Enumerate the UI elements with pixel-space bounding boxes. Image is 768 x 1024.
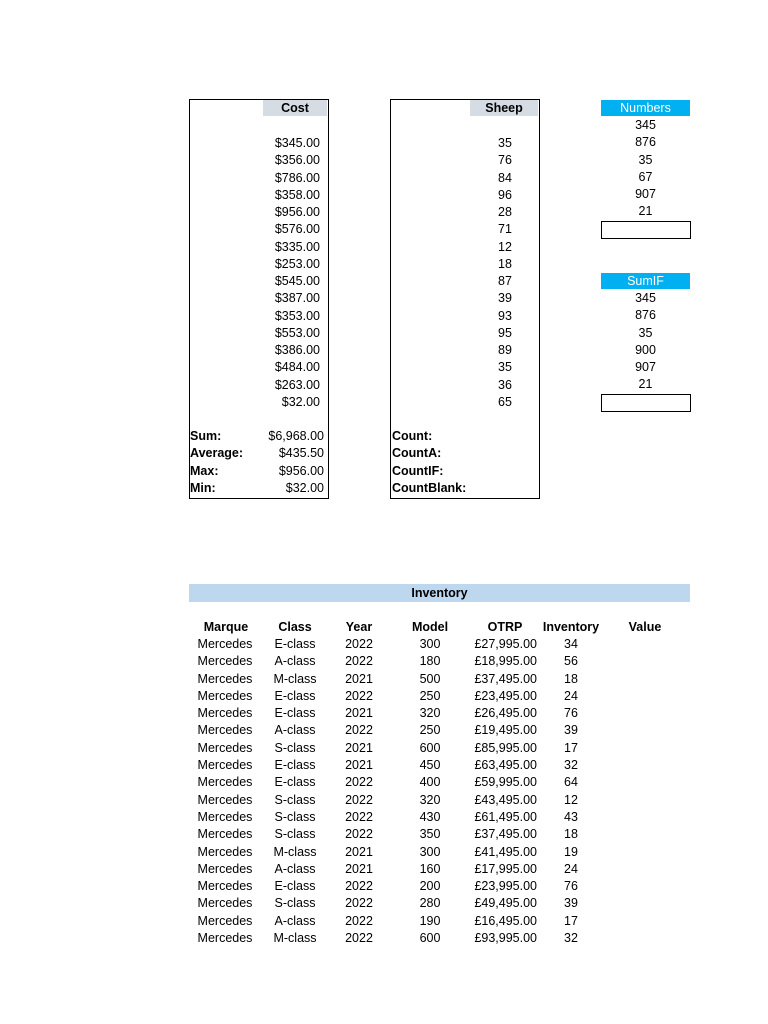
numbers-cell: 35 — [638, 152, 653, 167]
cost-values — [255, 135, 320, 411]
table-cell: 12 — [564, 792, 578, 807]
sumif-cell: 35 — [638, 325, 653, 340]
cost-cell: $484.00 — [274, 360, 320, 375]
table-cell: £37,495.00 — [474, 827, 537, 842]
table-cell: 43 — [564, 809, 578, 824]
table-cell: 17 — [564, 913, 578, 928]
table-cell: £85,995.00 — [474, 740, 537, 755]
sumif-cell: 900 — [635, 342, 656, 357]
table-cell: Mercedes — [197, 654, 253, 669]
cost-summary-labels — [190, 428, 260, 497]
table-cell: £63,495.00 — [474, 758, 537, 773]
sheep-cell: 65 — [498, 394, 512, 409]
table-cell: Mercedes — [197, 723, 253, 738]
table-cell: £43,495.00 — [474, 792, 537, 807]
table-cell: Mercedes — [197, 913, 253, 928]
table-cell: £49,495.00 — [474, 896, 537, 911]
table-cell: £23,495.00 — [474, 688, 537, 703]
sheep-cell: 35 — [498, 360, 512, 375]
table-cell: 18 — [564, 827, 578, 842]
table-cell: 24 — [564, 688, 578, 703]
table-cell: £61,495.00 — [474, 809, 537, 824]
table-cell: 190 — [419, 913, 441, 928]
table-cell: Mercedes — [197, 688, 253, 703]
table-cell: 320 — [419, 792, 441, 807]
table-cell: 450 — [419, 758, 441, 773]
table-cell: 32 — [564, 758, 578, 773]
sumif-header: SumIF — [601, 273, 690, 289]
col-header-year: Year — [345, 620, 373, 634]
summary-label: CountIF: — [392, 463, 444, 478]
sheep-cell: 28 — [498, 205, 512, 219]
cost-cell: $387.00 — [274, 291, 320, 306]
table-cell: £27,995.00 — [474, 637, 537, 651]
summary-label: CountA: — [392, 446, 442, 461]
table-cell: E-class — [274, 688, 316, 703]
table-cell: £37,495.00 — [474, 671, 537, 686]
inventory-title: Inventory — [189, 584, 690, 602]
sheep-cell: 76 — [498, 153, 512, 168]
table-cell: £18,995.00 — [474, 654, 537, 669]
numbers-cell: 345 — [635, 118, 656, 132]
table-cell: M-class — [273, 844, 317, 859]
table-cell: 250 — [419, 688, 441, 703]
table-cell: £23,995.00 — [474, 879, 537, 894]
cost-cell: $956.00 — [274, 205, 320, 219]
cost-cell: $553.00 — [274, 325, 320, 340]
table-cell: 76 — [564, 706, 578, 721]
table-cell: 2022 — [345, 792, 373, 807]
table-cell: 2022 — [345, 723, 373, 738]
sheep-header: Sheep — [470, 100, 538, 116]
table-cell: Mercedes — [197, 896, 253, 911]
summary-value: $6,968.00 — [268, 429, 324, 443]
sheep-cell: 87 — [498, 274, 512, 288]
table-cell: Mercedes — [197, 637, 253, 651]
table-cell: Mercedes — [197, 740, 253, 755]
inventory-col-inventory — [540, 636, 602, 947]
table-cell: 160 — [419, 861, 441, 876]
table-cell: E-class — [274, 879, 316, 894]
table-cell: 2022 — [345, 827, 373, 842]
table-cell: £16,495.00 — [474, 913, 537, 928]
table-cell: E-class — [274, 706, 316, 721]
table-cell: E-class — [274, 637, 316, 651]
table-cell: £93,995.00 — [474, 931, 537, 946]
numbers-cell: 907 — [635, 187, 656, 201]
cost-cell: $576.00 — [274, 222, 320, 237]
table-cell: A-class — [274, 654, 316, 669]
numbers-cell: 21 — [638, 204, 653, 219]
table-cell: 34 — [564, 637, 578, 651]
cost-cell: $253.00 — [274, 256, 320, 271]
col-header-inventory: Inventory — [542, 620, 600, 634]
sheep-cell: 93 — [498, 308, 512, 323]
table-cell: M-class — [273, 931, 317, 946]
table-cell: S-class — [274, 809, 316, 824]
cost-cell: $358.00 — [274, 187, 320, 202]
summary-label: Count: — [392, 429, 433, 443]
inventory-col-year — [329, 636, 389, 947]
table-cell: 2021 — [345, 861, 373, 876]
col-header-marque: Marque — [203, 620, 249, 634]
table-cell: 400 — [419, 775, 441, 790]
table-cell: 280 — [419, 896, 441, 911]
summary-value: $956.00 — [278, 463, 324, 478]
cost-cell: $356.00 — [274, 153, 320, 168]
cost-summary-values — [255, 428, 324, 497]
table-cell: Mercedes — [197, 706, 253, 721]
table-cell: £26,495.00 — [474, 706, 537, 721]
table-cell: Mercedes — [197, 844, 253, 859]
summary-label: Max: — [190, 463, 219, 478]
table-cell: 18 — [564, 671, 578, 686]
table-cell: 2022 — [345, 775, 373, 790]
table-cell: A-class — [274, 861, 316, 876]
sumif-cell: 907 — [635, 360, 656, 374]
table-cell: 32 — [564, 931, 578, 946]
inventory-col-class — [263, 636, 327, 947]
table-cell: 2022 — [345, 654, 373, 669]
table-cell: 17 — [564, 740, 578, 755]
cost-cell: $545.00 — [274, 274, 320, 288]
table-cell: 2022 — [345, 879, 373, 894]
table-cell: Mercedes — [197, 931, 253, 946]
sheep-cell: 36 — [498, 377, 512, 392]
sumif-result-cell[interactable] — [601, 394, 691, 412]
table-cell: 2021 — [345, 844, 373, 859]
table-cell: S-class — [274, 896, 316, 911]
col-header-class: Class — [278, 620, 312, 634]
col-header-value: Value — [628, 620, 662, 634]
table-cell: 2022 — [345, 896, 373, 911]
table-cell: 2022 — [345, 809, 373, 824]
cost-cell: $353.00 — [274, 308, 320, 323]
table-cell: 64 — [564, 775, 578, 790]
table-cell: 76 — [564, 879, 578, 894]
table-cell: 500 — [419, 671, 441, 686]
table-cell: Mercedes — [197, 827, 253, 842]
table-cell: Mercedes — [197, 758, 253, 773]
table-cell: 24 — [564, 861, 578, 876]
summary-value: $32.00 — [285, 480, 324, 495]
table-cell: 2022 — [345, 688, 373, 703]
table-cell: £17,995.00 — [474, 861, 537, 876]
table-cell: 320 — [419, 706, 441, 721]
numbers-cell: 67 — [638, 169, 653, 184]
table-cell: 39 — [564, 723, 578, 738]
summary-label: Sum: — [190, 429, 222, 443]
table-cell: 300 — [419, 844, 441, 859]
sumif-values — [601, 290, 690, 394]
sumif-cell: 876 — [635, 308, 656, 323]
col-header-otrp: OTRP — [487, 620, 523, 634]
table-cell: 2022 — [345, 637, 373, 651]
summary-label: Average: — [190, 446, 244, 461]
sheep-cell: 71 — [498, 222, 512, 237]
table-cell: Mercedes — [197, 775, 253, 790]
table-cell: 19 — [564, 844, 578, 859]
table-cell: E-class — [274, 775, 316, 790]
table-cell: A-class — [274, 723, 316, 738]
table-cell: 200 — [419, 879, 441, 894]
sumif-cell: 21 — [638, 377, 653, 392]
table-cell: S-class — [274, 827, 316, 842]
table-cell: £19,495.00 — [474, 723, 537, 738]
numbers-cell: 876 — [635, 135, 656, 150]
table-cell: S-class — [274, 792, 316, 807]
table-cell: Mercedes — [197, 879, 253, 894]
table-cell: 2021 — [345, 671, 373, 686]
table-cell: £59,995.00 — [474, 775, 537, 790]
table-cell: 2021 — [345, 706, 373, 721]
table-cell: 2022 — [345, 913, 373, 928]
table-cell: E-class — [274, 758, 316, 773]
table-cell: 300 — [419, 637, 441, 651]
sheep-cell: 35 — [498, 136, 512, 150]
cost-cell: $345.00 — [274, 136, 320, 150]
table-cell: 2021 — [345, 740, 373, 755]
numbers-result-cell[interactable] — [601, 221, 691, 239]
cost-cell: $335.00 — [274, 239, 320, 254]
sheep-values — [490, 135, 520, 411]
cost-cell: $786.00 — [274, 170, 320, 185]
sheep-cell: 84 — [498, 170, 512, 185]
table-cell: 250 — [419, 723, 441, 738]
table-cell: Mercedes — [197, 809, 253, 824]
table-cell: 600 — [419, 931, 441, 946]
numbers-header: Numbers — [601, 100, 690, 116]
sheep-cell: 95 — [498, 325, 512, 340]
sheep-cell: 12 — [498, 239, 512, 254]
sheep-cell: 89 — [498, 343, 512, 357]
inventory-col-marque — [189, 636, 261, 947]
cost-header: Cost — [263, 100, 327, 116]
table-cell: Mercedes — [197, 792, 253, 807]
sumif-cell: 345 — [635, 291, 656, 305]
sheep-cell: 96 — [498, 187, 512, 202]
summary-label: Min: — [190, 480, 216, 495]
table-cell: 2022 — [345, 931, 373, 946]
table-cell: 180 — [419, 654, 441, 669]
inventory-col-model — [400, 636, 460, 947]
table-cell: 430 — [419, 809, 441, 824]
inventory-col-otrp — [462, 636, 537, 947]
table-cell: Mercedes — [197, 861, 253, 876]
table-cell: S-class — [274, 740, 316, 755]
table-cell: 600 — [419, 740, 441, 755]
numbers-values — [601, 117, 690, 221]
summary-label: CountBlank: — [392, 480, 467, 495]
sheep-cell: 18 — [498, 256, 512, 271]
table-cell: M-class — [273, 671, 317, 686]
cost-cell: $386.00 — [274, 343, 320, 357]
table-cell: Mercedes — [197, 671, 253, 686]
cost-cell: $32.00 — [281, 394, 320, 409]
sheep-summary-labels — [392, 428, 492, 497]
table-cell: 2021 — [345, 758, 373, 773]
table-cell: 350 — [419, 827, 441, 842]
table-cell: £41,495.00 — [474, 844, 537, 859]
table-cell: 56 — [564, 654, 578, 669]
col-header-model: Model — [411, 620, 449, 634]
cost-cell: $263.00 — [274, 377, 320, 392]
table-cell: 39 — [564, 896, 578, 911]
table-cell: A-class — [274, 913, 316, 928]
sheep-cell: 39 — [498, 291, 512, 306]
summary-value: $435.50 — [278, 446, 324, 461]
